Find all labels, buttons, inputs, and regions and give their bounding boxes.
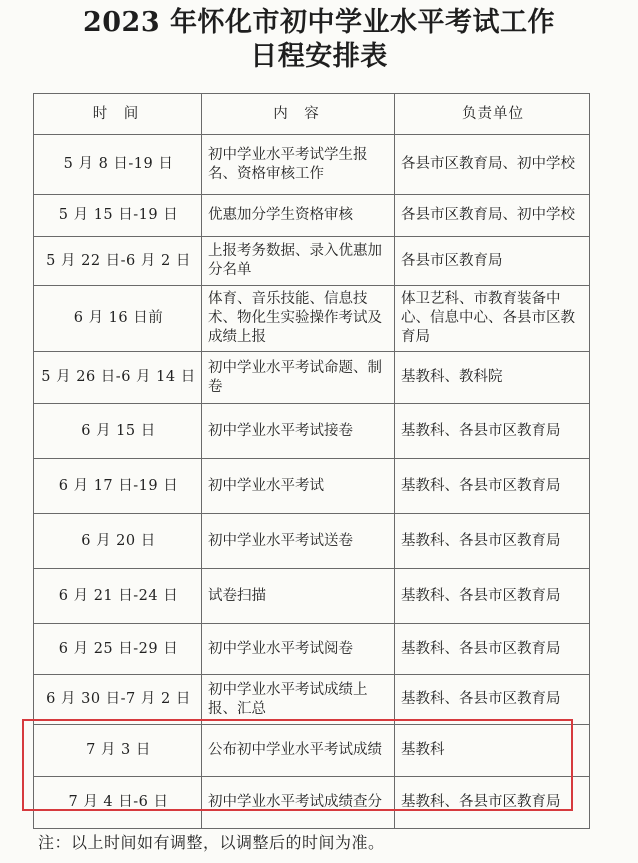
document-title: [0, 6, 638, 74]
row-unit: 基教科、各县市区教育局: [395, 459, 590, 514]
row-unit: 基教科、各县市区教育局: [395, 514, 590, 569]
table-row: [34, 404, 590, 459]
row-time: 6 月 15 日: [34, 404, 202, 459]
row-unit: 基教科、各县市区教育局: [395, 404, 590, 459]
row-unit: 各县市区教育局、初中学校: [395, 135, 590, 195]
row-time: 5 月 15 日-19 日: [34, 195, 202, 237]
table-row: [34, 459, 590, 514]
row-time: 5 月 8 日-19 日: [34, 135, 202, 195]
row-time: 6 月 25 日-29 日: [34, 624, 202, 675]
title-line-1: 2023 年怀化市初中学业水平考试工作: [82, 7, 556, 38]
table-row: [34, 624, 590, 675]
row-time: 6 月 16 日前: [34, 286, 202, 352]
row-unit: 基教科、各县市区教育局: [395, 777, 590, 829]
row-unit: 基教科、教科院: [395, 352, 590, 404]
table-row: [34, 352, 590, 404]
header-content: 内 容: [202, 94, 395, 135]
row-time: 5 月 26 日-6 月 14 日: [34, 352, 202, 404]
row-unit: 基教科、各县市区教育局: [395, 569, 590, 624]
row-unit: 体卫艺科、市教育装备中心、信息中心、各县市区教育局: [395, 286, 590, 352]
row-unit: 基教科: [395, 725, 590, 777]
footnote: 注：以上时间如有调整，以调整后的时间为准。: [38, 833, 385, 852]
row-content: 初中学业水平考试成绩查分: [202, 777, 395, 829]
row-time: 6 月 20 日: [34, 514, 202, 569]
table-row: [34, 195, 590, 237]
header-unit: 负责单位: [395, 94, 590, 135]
row-content: 上报考务数据、录入优惠加分名单: [202, 237, 395, 286]
table-row: [34, 777, 590, 829]
row-time: 6 月 30 日-7 月 2 日: [34, 675, 202, 725]
row-content: 初中学业水平考试: [202, 459, 395, 514]
row-content: 初中学业水平考试命题、制卷: [202, 352, 395, 404]
table-row: [34, 286, 590, 352]
row-content: 初中学业水平考试成绩上报、汇总: [202, 675, 395, 725]
row-time: 5 月 22 日-6 月 2 日: [34, 237, 202, 286]
table-row: [34, 514, 590, 569]
title-line-2: 日程安排表: [250, 41, 388, 72]
row-content: 公布初中学业水平考试成绩: [202, 725, 395, 777]
header-time: 时 间: [34, 94, 202, 135]
table-row: [34, 675, 590, 725]
row-content: 体育、音乐技能、信息技术、物化生实验操作考试及成绩上报: [202, 286, 395, 352]
row-unit: 各县市区教育局、初中学校: [395, 195, 590, 237]
table-row: [34, 237, 590, 286]
row-unit: 基教科、各县市区教育局: [395, 675, 590, 725]
table-row: [34, 135, 590, 195]
row-unit: 各县市区教育局: [395, 237, 590, 286]
row-time: 6 月 17 日-19 日: [34, 459, 202, 514]
row-unit: 基教科、各县市区教育局: [395, 624, 590, 675]
row-time: 6 月 21 日-24 日: [34, 569, 202, 624]
row-content: 初中学业水平考试接卷: [202, 404, 395, 459]
table-row: [34, 569, 590, 624]
row-time: 7 月 4 日-6 日: [34, 777, 202, 829]
row-time: 7 月 3 日: [34, 725, 202, 777]
row-content: 初中学业水平考试送卷: [202, 514, 395, 569]
row-content: 优惠加分学生资格审核: [202, 195, 395, 237]
schedule-table: [33, 93, 590, 829]
row-content: 试卷扫描: [202, 569, 395, 624]
row-content: 初中学业水平考试阅卷: [202, 624, 395, 675]
row-content: 初中学业水平考试学生报名、资格审核工作: [202, 135, 395, 195]
table-header-row: [34, 94, 590, 135]
table-row: [34, 725, 590, 777]
